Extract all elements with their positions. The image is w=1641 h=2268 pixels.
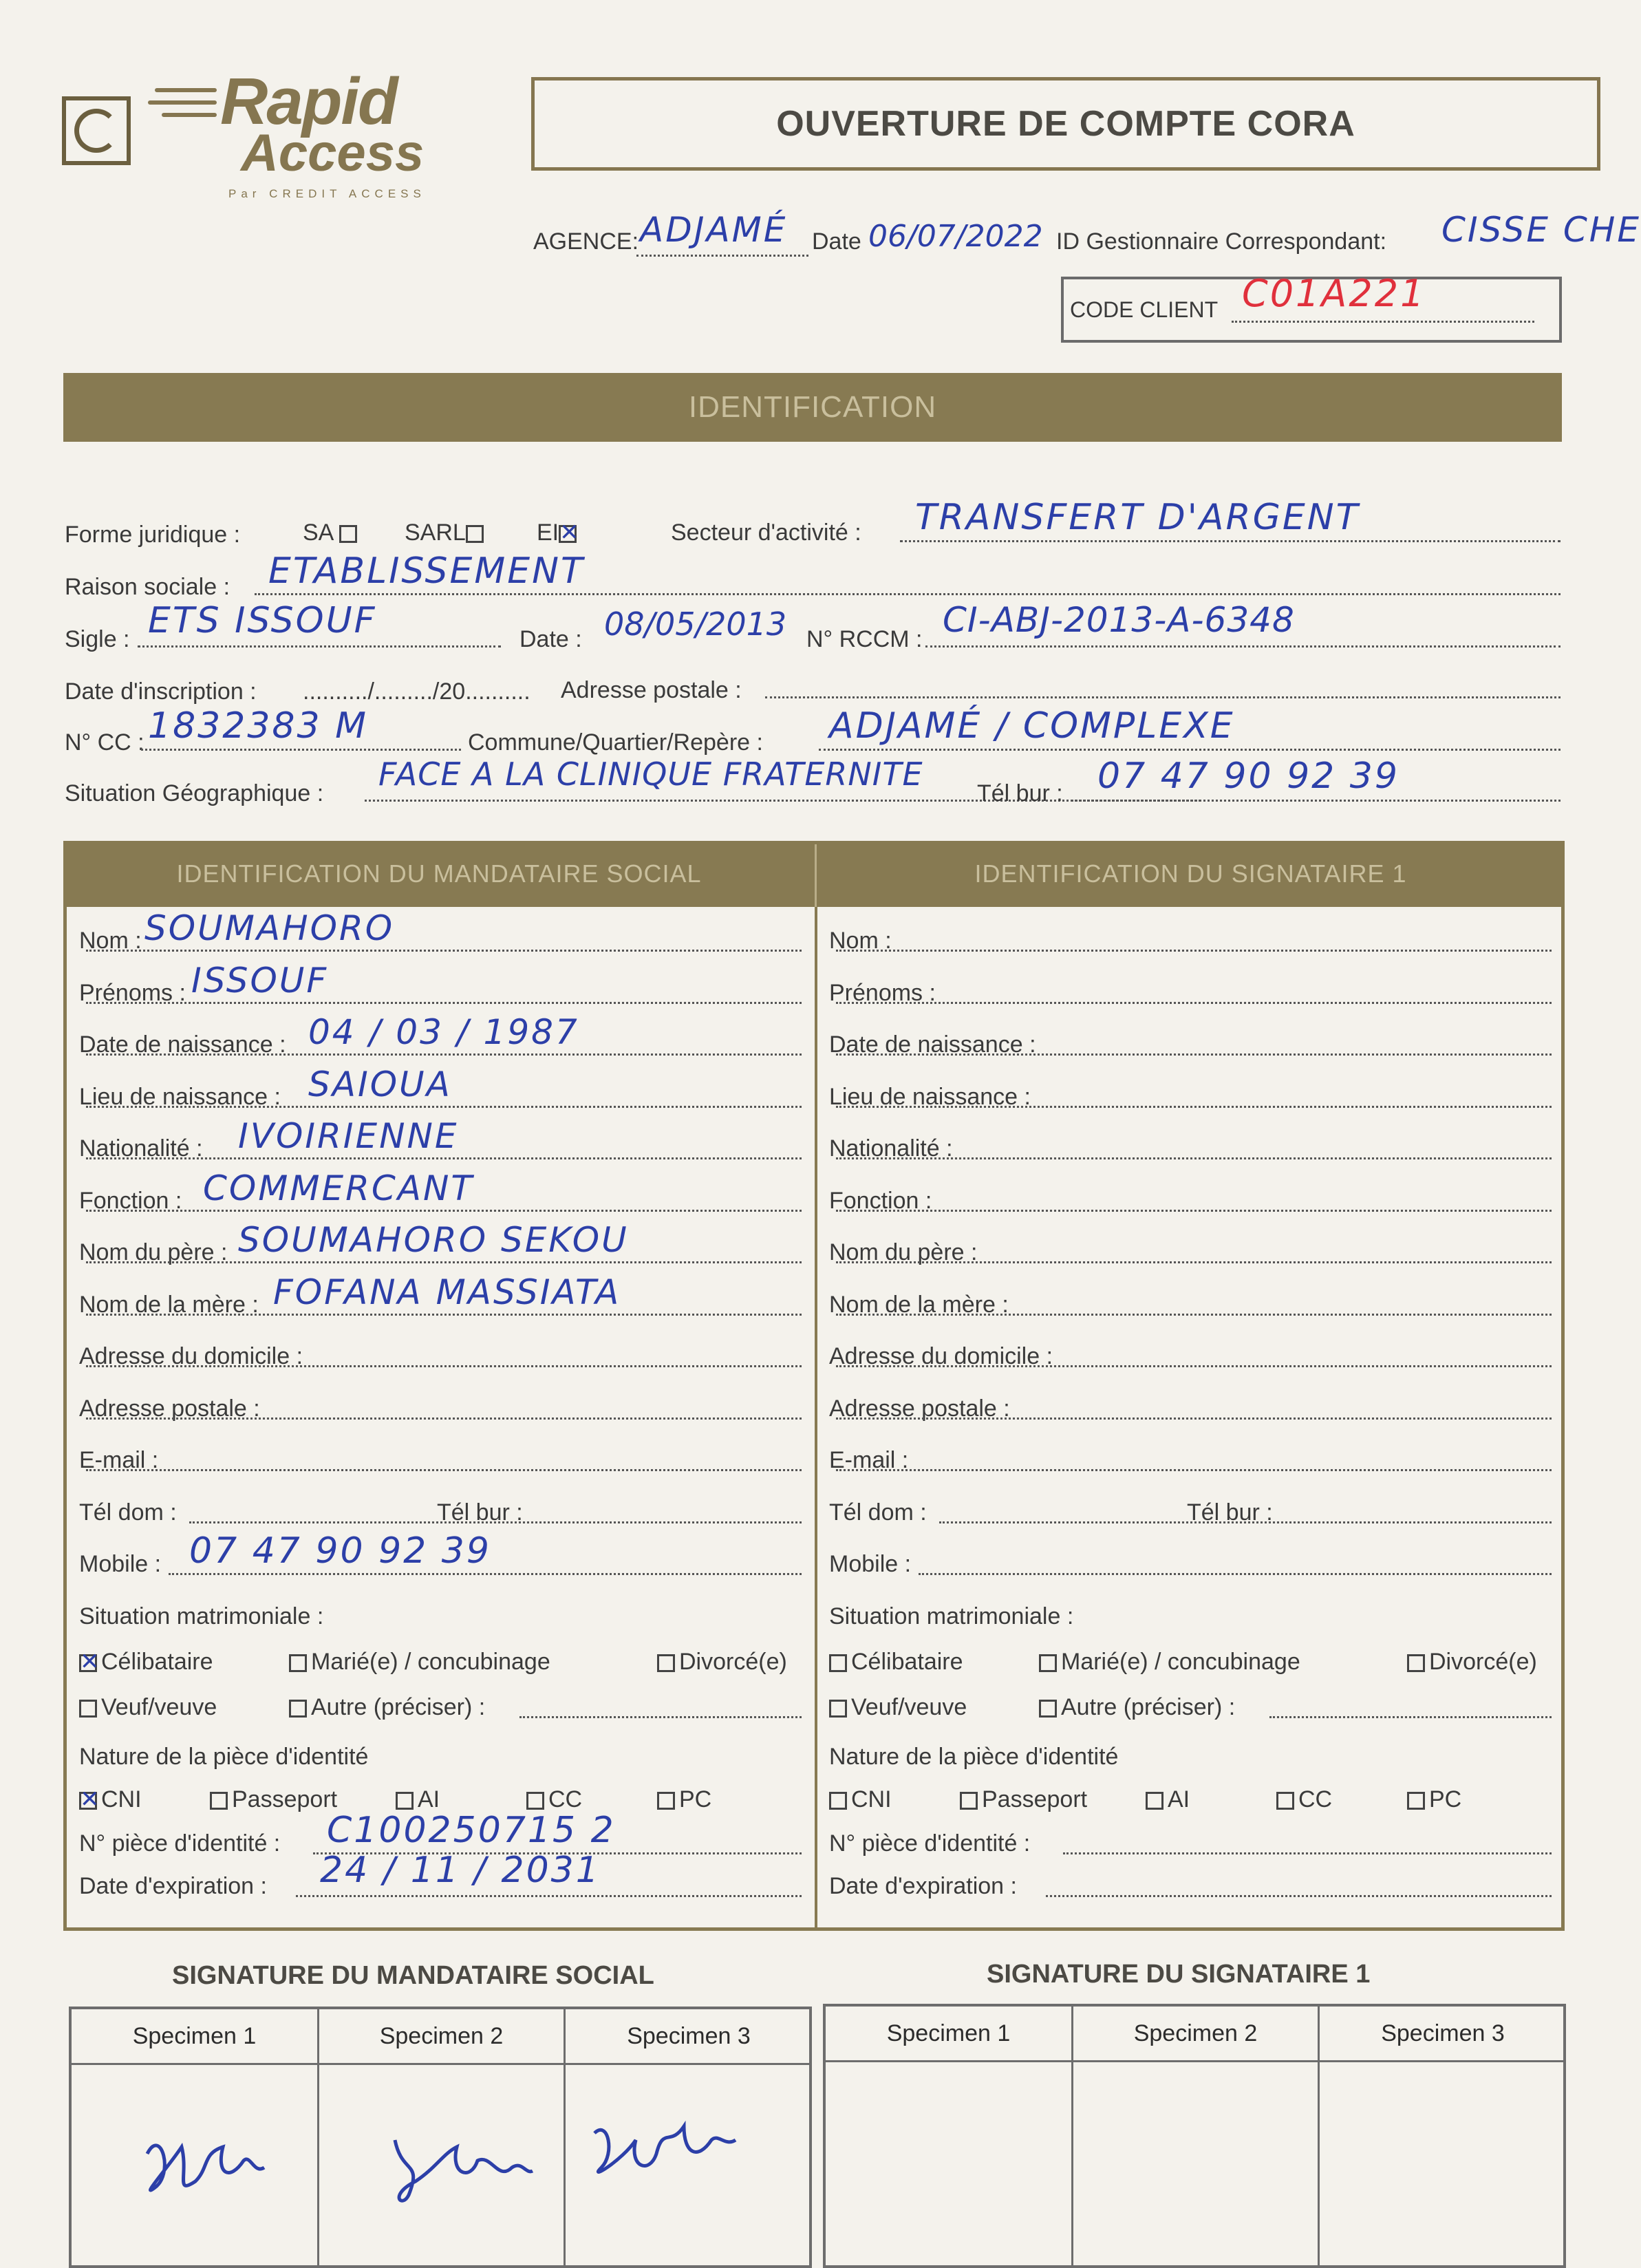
specimen-header: Specimen 2 (1073, 2007, 1320, 2060)
forme-option-ei[interactable]: EI✕ (537, 520, 581, 546)
forme-option-sarl[interactable]: SARL (405, 520, 488, 546)
signataire-field-label: E-mail : (829, 1447, 909, 1473)
mandataire-field-line (86, 1261, 802, 1263)
signataire-field-line (836, 1053, 1552, 1056)
signataire-field-label: Adresse du domicile : (829, 1343, 1053, 1369)
date-creation-label: Date : (519, 626, 582, 652)
specimen-header: Specimen 1 (72, 2009, 319, 2063)
identification-band (63, 373, 1562, 442)
signataire-piece-option[interactable]: CNI (829, 1786, 892, 1813)
mandataire-piece-option[interactable]: CC (526, 1786, 582, 1813)
mandataire-field-label: Fonction : (79, 1187, 182, 1214)
signataire-field-label: Fonction : (829, 1187, 932, 1214)
signataire-situation-option[interactable]: Divorcé(e) (1407, 1649, 1537, 1676)
signataire-field-line (836, 1469, 1552, 1471)
mandataire-situation-option[interactable]: ✕Célibataire (79, 1649, 213, 1676)
mandataire-num-piece-value: C100250715 2 (327, 1809, 616, 1851)
date-label: Date (812, 228, 861, 255)
rccm-line (925, 645, 1560, 648)
signataire-situation-option[interactable]: Veuf/veuve (829, 1694, 967, 1721)
mandataire-field-value: COMMERCANT (203, 1168, 474, 1208)
cc-label: N° CC : (65, 729, 144, 756)
mandataire-situation-label: Situation matrimoniale : (79, 1603, 324, 1629)
rccm-value: CI-ABJ-2013-A-6348 (943, 600, 1295, 640)
tel-bur-value: 07 47 90 92 39 (1097, 756, 1399, 797)
mandataire-field-line (86, 1053, 802, 1056)
mandataire-piece-option[interactable]: Passeport (210, 1786, 337, 1813)
signataire-field-line (836, 1365, 1552, 1367)
mandataire-field-label: Adresse du domicile : (79, 1343, 303, 1369)
mandataire-field-label: Prénoms : (79, 979, 186, 1006)
signataire-tel-dom-label: Tél dom : (829, 1499, 927, 1526)
mandataire-field-value: SOUMAHORO SEKOU (238, 1220, 629, 1260)
cc-value: 1832383 M (148, 705, 368, 747)
mandataire-field-line (86, 1210, 802, 1212)
panel-divider (815, 907, 817, 1931)
mandataire-piece-option[interactable]: ✕CNI (79, 1786, 142, 1813)
mandataire-autre-line (519, 1716, 802, 1718)
mandataire-field-line (86, 1002, 802, 1004)
signataire-field-label: Nom du père : (829, 1239, 978, 1265)
rccm-label: N° RCCM : (806, 626, 923, 652)
signataire-piece-option[interactable]: PC (1407, 1786, 1461, 1813)
logo-speed-line (148, 100, 217, 105)
signature-specimen-3 (581, 2099, 746, 2202)
sigle-label: Sigle : (65, 626, 130, 652)
signataire-field-label: Nom de la mère : (829, 1291, 1009, 1318)
commune-label: Commune/Quartier/Repère : (468, 729, 763, 756)
mandataire-mobile-value: 07 47 90 92 39 (189, 1530, 491, 1572)
signataire-field-label: Nationalité : (829, 1135, 953, 1162)
adresse-postale-label: Adresse postale : (561, 677, 742, 703)
signataire-field-line (836, 1157, 1552, 1159)
mandataire-field-label: Nom : (79, 928, 142, 954)
mandataire-field-label: Date de naissance : (79, 1031, 286, 1058)
forme-juridique-label: Forme juridique : (65, 522, 241, 548)
mandataire-expiration-value: 24 / 11 / 2031 (320, 1849, 601, 1891)
signataire-situation-option[interactable]: Marié(e) / concubinage (1039, 1649, 1300, 1676)
logo-mark (62, 96, 131, 165)
secteur-line (900, 540, 1560, 542)
date-inscription-label: Date d'inscription : (65, 678, 257, 705)
situation-geo-label: Situation Géographique : (65, 780, 324, 806)
mandataire-field-label: E-mail : (79, 1447, 159, 1473)
specimen-header: Specimen 2 (319, 2009, 566, 2063)
mandataire-field-value: ISSOUF (191, 960, 329, 1001)
signataire-field-line (836, 1314, 1552, 1316)
mandataire-field-line (86, 1106, 802, 1108)
signataire-band-title: IDENTIFICATION DU SIGNATAIRE 1 (974, 859, 1407, 888)
signataire-autre-line (1269, 1716, 1552, 1718)
signataire-mobile-label: Mobile : (829, 1551, 912, 1577)
mandataire-field-value: SOUMAHORO (144, 908, 395, 948)
signataire-field-line (836, 950, 1552, 952)
signataire-piece-option[interactable]: CC (1276, 1786, 1332, 1813)
signataire-mobile-line (919, 1573, 1552, 1575)
mandataire-field-line (86, 950, 802, 952)
date-inscription-value: ........../........./20.......... (303, 678, 530, 705)
mandataire-field-line (86, 1418, 802, 1420)
agence-label: AGENCE: (533, 228, 639, 255)
mandataire-field-label: Nom de la mère : (79, 1291, 259, 1318)
mandataire-field-label: Lieu de naissance : (79, 1083, 281, 1110)
commune-line (819, 749, 1560, 751)
mandataire-field-line (86, 1314, 802, 1316)
logo-speed-line (162, 113, 217, 117)
mandataire-situation-option[interactable]: Veuf/veuve (79, 1694, 217, 1721)
signataire-situation-option[interactable]: Autre (préciser) : (1039, 1694, 1235, 1721)
signataire-field-label: Date de naissance : (829, 1031, 1036, 1058)
signataire-field-label: Lieu de naissance : (829, 1083, 1031, 1110)
secteur-label: Secteur d'activité : (671, 520, 861, 546)
signataire-situation-label: Situation matrimoniale : (829, 1603, 1074, 1629)
cc-line (141, 749, 461, 751)
mandataire-field-value: IVOIRIENNE (238, 1116, 459, 1156)
mandataire-field-value: 04 / 03 / 1987 (308, 1012, 579, 1052)
tel-bur-line (1066, 800, 1560, 802)
sigle-value: ETS ISSOUF (148, 600, 377, 641)
signataire-num-piece-line (1063, 1852, 1552, 1854)
document-title-box (531, 77, 1600, 171)
agence-line (636, 255, 808, 257)
specimen-header: Specimen 1 (826, 2007, 1073, 2060)
signature-mandataire-title: SIGNATURE DU MANDATAIRE SOCIAL (172, 1961, 654, 1990)
mandataire-expiration-line (296, 1895, 802, 1897)
mandataire-expiration-label: Date d'expiration : (79, 1872, 267, 1899)
signature-specimen-2 (374, 2112, 539, 2216)
code-client-label: CODE CLIENT (1070, 297, 1219, 322)
specimen-header: Specimen 3 (627, 2022, 751, 2049)
signataire-field-line (836, 1261, 1552, 1263)
signataire-field-line (836, 1106, 1552, 1108)
document-title: OUVERTURE DE COMPTE CORA (776, 104, 1355, 144)
mandataire-field-label: Nationalité : (79, 1135, 203, 1162)
logo-title: Rapid (220, 65, 397, 138)
date-value: 06/07/2022 (868, 219, 1043, 254)
signataire-piece-label: Nature de la pièce d'identité (829, 1743, 1119, 1770)
mandataire-piece-option[interactable]: PC (657, 1786, 711, 1813)
gestionnaire-label: ID Gestionnaire Correspondant: (1056, 228, 1387, 255)
signataire-field-label: Adresse postale : (829, 1395, 1010, 1422)
logo-speed-line (155, 88, 217, 92)
adresse-postale-line (765, 696, 1560, 698)
signataire-field-line (836, 1002, 1552, 1004)
mandataire-field-value: SAIOUA (308, 1064, 452, 1104)
signataire-num-piece-label: N° pièce d'identité : (829, 1830, 1031, 1857)
mandataire-num-piece-label: N° pièce d'identité : (79, 1830, 281, 1857)
signataire-field-label: Prénoms : (829, 979, 936, 1006)
mandataire-situation-option[interactable]: Autre (préciser) : (289, 1694, 485, 1721)
code-client-line (1232, 321, 1534, 323)
commune-value: ADJAMÉ / COMPLEXE (829, 705, 1235, 747)
signataire-expiration-line (1046, 1895, 1552, 1897)
code-client-value: C01A221 (1242, 272, 1426, 315)
identification-title: IDENTIFICATION (688, 390, 937, 424)
signataire-field-line (836, 1418, 1552, 1420)
mandataire-field-line (86, 1157, 802, 1159)
signature-signataire-title: SIGNATURE DU SIGNATAIRE 1 (987, 1960, 1371, 1989)
mandataire-situation-option[interactable]: Divorcé(e) (657, 1649, 787, 1676)
sigle-line (138, 645, 501, 648)
mandataire-field-value: FOFANA MASSIATA (273, 1272, 621, 1312)
mandataire-mobile-label: Mobile : (79, 1551, 162, 1577)
mandataire-field-label: Adresse postale : (79, 1395, 260, 1422)
situation-geo-value: FACE A LA CLINIQUE FRATERNITE (378, 756, 923, 793)
mandataire-tel-bur-label: Tél bur : (437, 1499, 523, 1526)
logo-title-2: Access (241, 124, 425, 182)
signataire-field-label: Nom : (829, 928, 892, 954)
specimen-header: Specimen 3 (1381, 2020, 1505, 2046)
date-creation-value: 08/05/2013 (604, 606, 787, 643)
raison-sociale-label: Raison sociale : (65, 574, 230, 600)
agence-value: ADJAMÉ (640, 210, 788, 250)
mandataire-field-line (86, 1365, 802, 1367)
signataire-piece-option[interactable]: Passeport (960, 1786, 1087, 1813)
signature-grid-signataire (823, 2004, 1566, 2268)
mandataire-piece-option[interactable]: AI (396, 1786, 440, 1813)
signature-grid-mandataire (69, 2007, 812, 2268)
signature-specimen-1 (133, 2112, 285, 2216)
signataire-tel-bur-label: Tél bur : (1187, 1499, 1273, 1526)
mandataire-piece-label: Nature de la pièce d'identité (79, 1743, 369, 1770)
mandataire-situation-option[interactable]: Marié(e) / concubinage (289, 1649, 550, 1676)
forme-option-sa[interactable]: SA (303, 520, 361, 546)
mandataire-tel-line (189, 1521, 802, 1523)
tel-bur-label: Tél bur : (977, 780, 1063, 806)
logo-subtitle: Par CREDIT ACCESS (228, 187, 426, 200)
signataire-field-line (836, 1210, 1552, 1212)
mandataire-field-label: Nom du père : (79, 1239, 228, 1265)
mandataire-mobile-line (169, 1573, 802, 1575)
signataire-tel-line (939, 1521, 1552, 1523)
raison-sociale-value: ETABLISSEMENT (268, 550, 585, 592)
signataire-situation-option[interactable]: Célibataire (829, 1649, 963, 1676)
signataire-piece-option[interactable]: AI (1146, 1786, 1190, 1813)
signataire-expiration-label: Date d'expiration : (829, 1872, 1017, 1899)
mandataire-tel-dom-label: Tél dom : (79, 1499, 177, 1526)
mandataire-band-title: IDENTIFICATION DU MANDATAIRE SOCIAL (176, 859, 702, 888)
gestionnaire-value: CISSE CHE (1441, 210, 1641, 250)
secteur-value: TRANSFERT D'ARGENT (915, 497, 1360, 538)
mandataire-field-line (86, 1469, 802, 1471)
raison-sociale-line (255, 593, 1560, 595)
